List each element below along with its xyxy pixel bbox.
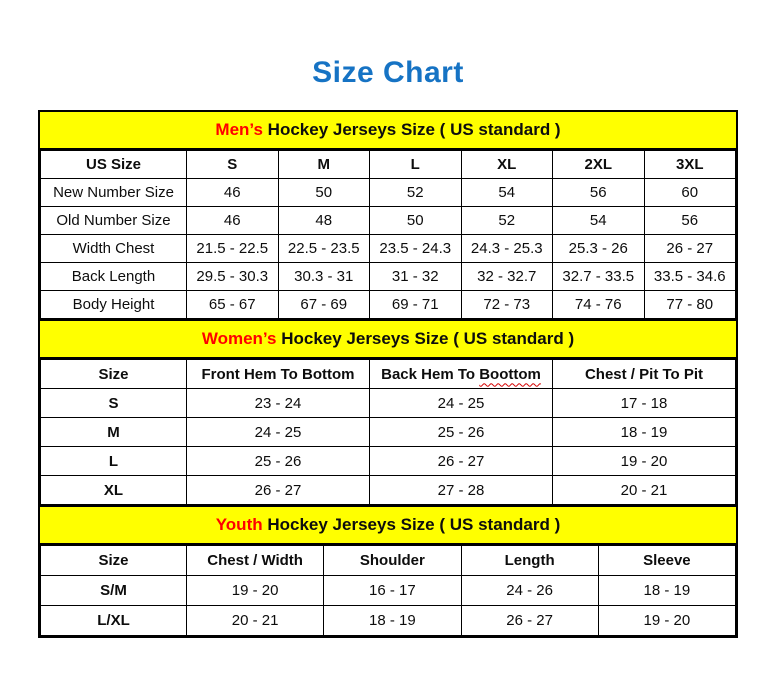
- row-label: Body Height: [41, 291, 187, 319]
- column-header-row: [41, 360, 736, 389]
- cell: 60: [644, 179, 736, 207]
- cell: 26 - 27: [461, 606, 598, 636]
- column-header: XL: [461, 151, 553, 179]
- cell: 23.5 - 24.3: [370, 235, 462, 263]
- column-header: [370, 360, 553, 389]
- cell: 46: [187, 207, 279, 235]
- cell: 29.5 - 30.3: [187, 263, 279, 291]
- cell: 18 - 19: [598, 576, 735, 606]
- table-row: [41, 291, 736, 319]
- cell: 67 - 69: [278, 291, 370, 319]
- cell: 22.5 - 23.5: [278, 235, 370, 263]
- cell: 24.3 - 25.3: [461, 235, 553, 263]
- cell: 69 - 71: [370, 291, 462, 319]
- youth-size-table: [40, 545, 736, 636]
- row-label: Old Number Size: [41, 207, 187, 235]
- cell: 56: [553, 179, 645, 207]
- column-header: M: [278, 151, 370, 179]
- column-header: 3XL: [644, 151, 736, 179]
- cell: 18 - 19: [324, 606, 461, 636]
- womens-size-table: [40, 359, 736, 505]
- cell: 18 - 19: [553, 418, 736, 447]
- youth-section-header-text: Hockey Jerseys Size ( US standard ): [262, 515, 561, 534]
- youth-section-highlight: Youth: [215, 515, 263, 534]
- cell: 27 - 28: [370, 476, 553, 505]
- table-row: [41, 447, 736, 476]
- cell: 26 - 27: [187, 476, 370, 505]
- column-header: Length: [461, 546, 598, 576]
- cell: 33.5 - 34.6: [644, 263, 736, 291]
- row-label: Back Length: [41, 263, 187, 291]
- cell: 31 - 32: [370, 263, 462, 291]
- column-header: Chest / Pit To Pit: [553, 360, 736, 389]
- cell: 30.3 - 31: [278, 263, 370, 291]
- mens-section-header: [40, 112, 736, 150]
- youth-section-header: [40, 505, 736, 545]
- column-header: Size: [41, 546, 187, 576]
- column-header: L: [370, 151, 462, 179]
- table-row: [41, 606, 736, 636]
- column-header-row: [41, 151, 736, 179]
- cell: 17 - 18: [553, 389, 736, 418]
- cell: 25.3 - 26: [553, 235, 645, 263]
- cell: 56: [644, 207, 736, 235]
- table-row: [41, 207, 736, 235]
- cell: 19 - 20: [553, 447, 736, 476]
- page-title: Size Chart: [312, 56, 464, 89]
- table-row: [41, 418, 736, 447]
- mens-size-table: [40, 150, 736, 319]
- row-label: S/M: [41, 576, 187, 606]
- cell: 25 - 26: [187, 447, 370, 476]
- cell: 48: [278, 207, 370, 235]
- cell: 20 - 21: [553, 476, 736, 505]
- cell: 16 - 17: [324, 576, 461, 606]
- cell: 19 - 20: [598, 606, 735, 636]
- cell: 54: [553, 207, 645, 235]
- cell: 50: [278, 179, 370, 207]
- womens-section: [40, 319, 736, 505]
- cell: 26 - 27: [370, 447, 553, 476]
- row-label: M: [41, 418, 187, 447]
- table-row: [41, 179, 736, 207]
- row-label: New Number Size: [41, 179, 187, 207]
- size-chart: [38, 110, 738, 638]
- table-row: [41, 476, 736, 505]
- mens-section-header-text: Hockey Jerseys Size ( US standard ): [262, 120, 561, 139]
- cell: 20 - 21: [187, 606, 324, 636]
- cell: 52: [461, 207, 553, 235]
- cell: 74 - 76: [553, 291, 645, 319]
- row-label: S: [41, 389, 187, 418]
- youth-section: [40, 505, 736, 636]
- column-header: S: [187, 151, 279, 179]
- cell: 19 - 20: [187, 576, 324, 606]
- cell: 54: [461, 179, 553, 207]
- cell: 24 - 25: [370, 389, 553, 418]
- cell: 24 - 26: [461, 576, 598, 606]
- row-label: XL: [41, 476, 187, 505]
- cell: 65 - 67: [187, 291, 279, 319]
- misspelled-word: Boottom: [479, 365, 541, 383]
- cell: 52: [370, 179, 462, 207]
- row-label: Width Chest: [41, 235, 187, 263]
- column-header-row: [41, 546, 736, 576]
- womens-section-header: [40, 319, 736, 359]
- cell: 50: [370, 207, 462, 235]
- column-header: Sleeve: [598, 546, 735, 576]
- cell: 46: [187, 179, 279, 207]
- womens-section-highlight: Women’s: [201, 329, 277, 348]
- womens-section-header-text: Hockey Jerseys Size ( US standard ): [276, 329, 575, 348]
- cell: 32.7 - 33.5: [553, 263, 645, 291]
- cell: 23 - 24: [187, 389, 370, 418]
- column-header: 2XL: [553, 151, 645, 179]
- column-header: Shoulder: [324, 546, 461, 576]
- cell: 24 - 25: [187, 418, 370, 447]
- cell: 21.5 - 22.5: [187, 235, 279, 263]
- mens-section: [40, 112, 736, 319]
- column-header: Size: [41, 360, 187, 389]
- cell: 26 - 27: [644, 235, 736, 263]
- cell: 25 - 26: [370, 418, 553, 447]
- column-header: US Size: [41, 151, 187, 179]
- row-label: L: [41, 447, 187, 476]
- cell: 72 - 73: [461, 291, 553, 319]
- table-row: [41, 576, 736, 606]
- table-row: [41, 263, 736, 291]
- cell: 77 - 80: [644, 291, 736, 319]
- mens-section-highlight: Men’s: [215, 120, 263, 139]
- row-label: L/XL: [41, 606, 187, 636]
- column-header-text: Back Hem To: [381, 365, 480, 383]
- table-row: [41, 389, 736, 418]
- column-header: Front Hem To Bottom: [187, 360, 370, 389]
- column-header: Chest / Width: [187, 546, 324, 576]
- cell: 32 - 32.7: [461, 263, 553, 291]
- table-row: [41, 235, 736, 263]
